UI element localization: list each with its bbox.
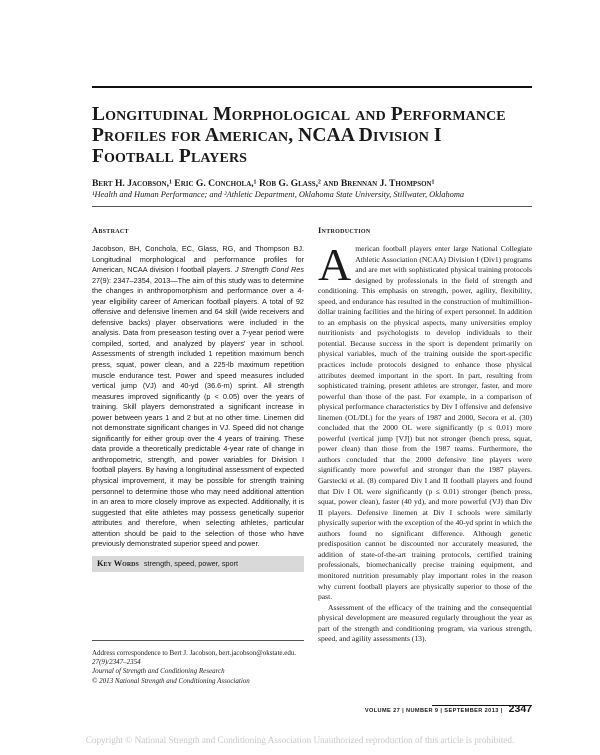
abstract-heading: Abstract	[92, 226, 129, 235]
abstract-text-a: Jacobson, BH, Conchola, EC, Glass, RG, and Thompson BJ. Longitudinal morphological and performance profiles for American, NCAA division I football players.	[92, 244, 304, 275]
author-list: Bert H. Jacobson,¹ Eric G. Conchola,¹ Rob G. Glass,² and Brennan J. Thompson¹	[92, 178, 435, 189]
keywords-text: strength, speed, power, sport	[143, 558, 238, 568]
abstract-body	[92, 244, 304, 550]
drop-cap: A	[318, 239, 352, 290]
title-line-2: Profiles for American, NCAA Division I	[92, 125, 442, 146]
article-title	[92, 104, 522, 167]
volume-issue: VOLUME 27 | NUMBER 9 | SEPTEMBER 2013 |	[364, 708, 503, 714]
header-divider	[92, 206, 532, 207]
correspondence-address: Address correspondence to Bert J. Jacobson, bert.jacobson@okstate.edu.	[92, 649, 297, 657]
top-rule	[92, 86, 532, 88]
journal-reference: J Strength Cond Res	[234, 265, 304, 275]
citation-pages: 27(9)/2347–2354	[92, 658, 141, 667]
right-column	[318, 226, 532, 645]
page-footer	[365, 703, 532, 715]
intro-paragraph-2: Assessment of the efficacy of the training and the consequential physical development are measured regularly throughout the year as part of the strength and conditioning program, via various strength, speed, and agility assessments (13).	[318, 602, 532, 644]
page-number: 2347	[508, 703, 532, 715]
introduction-heading: Introduction	[318, 226, 371, 235]
keywords-label: Key Words	[97, 558, 139, 568]
affiliations: ¹Health and Human Performance; and ²Athletic Department, Oklahoma State University, Stillwater, Oklahoma	[92, 190, 465, 199]
copyright-watermark: Copyright © National Strength and Conditioning Association Unauthorized reproduction of this article is prohibited.	[85, 735, 515, 745]
intro-text-1: merican football players enter large National Collegiate Athletic Association (NCAA) Division I (Div1) programs and are met with sophisticated physical training protocols designed by professionals in the field of strength and conditioning. This emphasis on strength, power, agility, flexibility, speed, and endurance has resulted in the construction of multimillion-dollar training facilities and the hiring of expert personnel. In addition to an emphasis on the physical aspects, many universities employ nutritionists and psychologists to develop individuals to their potential. Because success in the sport is dependent primarily on physical variables, much of the training outside the sport-specific practices include protocols designed to enhance those physical attributes deemed important in the sport. In part, resulting from sophisticated training, present athletes are stronger, faster, and more powerful than those of the past. For example, in a comparison of physical performance characteristics by Div I offensive and defensive linemen (OL/DL) for the years of 1987 and 2000, Secora et al. (30) concluded that the 2000 OL were significantly (p ≤ 0.01) more powerful (vertical jump [VJ]) but not stronger (bench press, squat, power clean) than those from the 1987 teams. Furthermore, the authors concluded that the 2000 defensive line players were significantly more powerful and stronger than the 1987 players. Garstecki et al. (8) compared Div I and II football players and found that Div I OL were significantly (p ≤ 0.01) stronger (bench press, squat, power clean), faster (40 yd), and more powerful (VJ) than Div II players. Defensive linemen at Div I schools were similarly physically superior with the exception of the 40-yd sprint in which the authors found no significant difference. Although genetic predisposition cannot be discounted nor accurately measured, the addition of state-of-the-art training protocols, certified training professionals, biomechanically precise training equipment, and monitored nutrition presumably play important roles in the reason why current football players are physically superior to those of the past.	[318, 244, 532, 602]
title-line-1: Longitudinal Morphological and Performance	[92, 104, 506, 125]
intro-paragraph-1	[318, 239, 532, 603]
title-line-3: Football Players	[92, 146, 248, 167]
keywords-box	[92, 556, 304, 572]
correspondence-block	[92, 640, 304, 686]
abstract-text-b: 27(9): 2347–2354, 2013—The aim of this study was to determine the changes in anthropomorphism and performance over a 4-year eligibility career of American football players. A total of 92 offensive and defensive linemen and 64 skill (wide receivers and defensive backs) player observations were included in the analysis. Data from preseason testing over a 7-year period were compiled, sorted, and analyzed by players' year in school. Assessments of strength included 1 repetition maximum bench press, squat, power clean, and a 225-lb maximum repetition muscle endurance test. Power and speed measures included vertical jump (VJ) and 40-yd (36.6-m) sprint. All strength measures improved significantly (p < 0.05) over the years of training. Skill players demonstrated a significant increase in power between years 1 and 2 but at no other time. Linemen did not demonstrate significant changes in VJ. Speed did not change significantly for either group over the 4 years of training. These data provide a theoretically predictable 4-year rate of change in anthropometric, strength, and power variables for Division I football players. By having a longitudinal assessment of expected physical improvement, it may be possible for strength training personnel to determine those who may need additional attention in an area to more closely improve as expected. Additionally, it is suggested that elite athletes may possess genetically superior attributes and therefore, when selecting athletes, particular attention should be paid to the selection of those who have previously demonstrated superior speed and power.	[92, 275, 304, 549]
left-column	[92, 226, 304, 572]
copyright-notice: © 2013 National Strength and Conditioning Association	[92, 676, 250, 685]
journal-name: Journal of Strength and Conditioning Research	[92, 667, 225, 676]
